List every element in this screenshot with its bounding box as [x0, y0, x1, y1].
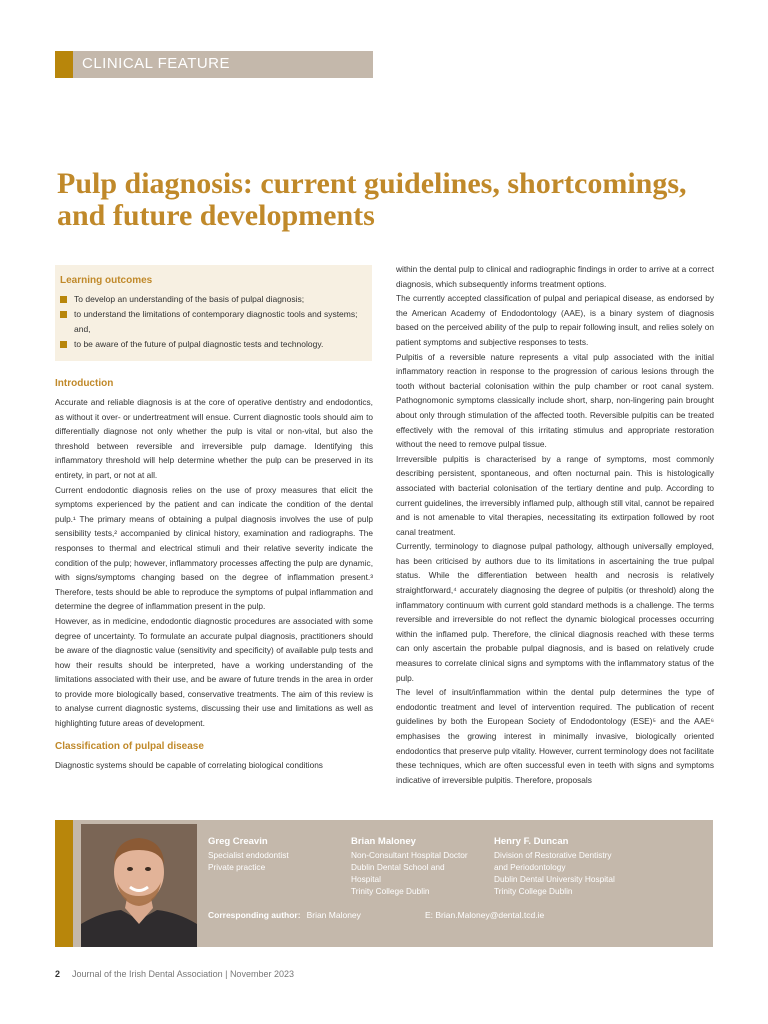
author-affiliation: Division of Restorative Dentistry — [494, 850, 612, 860]
learning-outcomes-list — [60, 292, 372, 352]
section-banner — [55, 51, 373, 78]
paragraph: Irreversible pulpitis is characterised by a range of symptoms, most commonly describing persistent, spontaneous, and often nocturnal pain. This is histologically associated with bacterial colonisation of the tertiary dentine and pulp. According to current guidelines, the irreversibly inflamed pulp, although still vital, cannot be repaired and is not amenable to vital therapies, necessitating its extirpation followed by root canal treatment. — [396, 453, 714, 537]
corresponding-author-email[interactable]: E: Brian.Maloney@dental.tcd.ie — [425, 910, 545, 920]
paragraph: Current endodontic diagnosis relies on the use of proxy measures that elicit the symptoms experienced by the patient and can indicate the condition of the dental pulp.¹ The primary means of obtaining a pulpal diagnosis involves the use of pulp sensibility tests,² accompanied by clinical history, examination and radiographs. The responses to thermal and electrical stimuli and their relative severity indicate the condition of the pulp; however, inflammatory processes affecting the pulp are dynamic, with signs/symptoms changing based on the degree of inflammation present.³ Therefore, tests should be able to reproduce the symptoms of pulpal inflammation and determine the degree of inflammation present in the pulp. — [55, 484, 373, 612]
paragraph: The currently accepted classification of pulpal and periapical disease, as endorsed by the American Academy of Endodontology (AAE), is a binary system of diagnosis based on the perceived ability of the pulp to repair following insult, and relies solely on patient symptoms and subjective responses to tests. — [396, 293, 714, 347]
author-affiliation: Private practice — [208, 862, 266, 872]
learning-outcomes-heading: Learning outcomes — [60, 275, 153, 286]
author-block — [208, 836, 348, 873]
list-item: To develop an understanding of the basis of pulpal diagnosis; — [60, 292, 372, 307]
corresponding-author-name: Brian Maloney — [306, 910, 361, 920]
author-affiliation: Specialist endodontist — [208, 850, 289, 860]
page-footer — [55, 969, 294, 979]
author-name: Henry F. Duncan — [494, 836, 569, 847]
article-title: Pulp diagnosis: current guidelines, shortcomings, and future developments — [57, 167, 687, 232]
author-affiliation: and Periodontology — [494, 862, 566, 872]
author-name: Greg Creavin — [208, 836, 268, 847]
paragraph: Diagnostic systems should be capable of correlating biological conditions — [55, 759, 323, 770]
introduction-heading: Introduction — [55, 378, 114, 389]
classification-heading: Classification of pulpal disease — [55, 740, 204, 752]
author-affiliation: Dublin Dental School and — [351, 862, 445, 872]
author-affiliation: Dublin Dental University Hospital — [494, 874, 615, 884]
author-band-accent-bar — [55, 820, 73, 947]
banner-accent-bar — [55, 51, 73, 78]
paragraph: Currently, terminology to diagnose pulpal pathology, although universally employed, has been criticised by authors due to its limitations in ascertaining the true pulpal status. While the differentiation between health and necrosis is relatively straightforward,⁴ accurately diagnosing the degree of pulpitis (or threshold) along the inflammatory continuum with current gold standard methods is a challenge. The terms reversible and irreversible do not reflect the dynamic biological processes occurring within the inflamed pulp. Therefore, the clinical diagnosis reached with these terms can only ascertain the probable pulpal diagnosis, and is based on relatively crude measures to correlate clinical signs and symptoms with the inflammatory status of the pulp. — [396, 541, 714, 683]
section-label: CLINICAL FEATURE — [82, 55, 231, 72]
paragraph: The level of insult/inflammation within the dental pulp determines the type of endodontic treatment and level of intervention required. The publication of recent guidelines by both the European Society of Endodontology (ESE)⁵ and the AAE⁶ emphasises the growing interest in minimally invasive, biologically oriented endodontics that preserve pulp vitality. However, current terminology does not facilitate these techniques, which are often successful even in teeth with signs and symptoms indicative of irreversible pulpitis. Therefore, proposals — [396, 687, 714, 785]
author-affiliation: Non-Consultant Hospital Doctor — [351, 850, 468, 860]
page-number: 2 — [55, 969, 61, 979]
square-bullet-icon — [60, 311, 67, 318]
author-affiliation: Hospital — [351, 874, 381, 884]
learning-outcomes-box — [55, 265, 372, 361]
text-column-right — [396, 262, 714, 787]
author-photo — [81, 824, 197, 947]
square-bullet-icon — [60, 296, 67, 303]
author-block — [351, 836, 491, 897]
paragraph: within the dental pulp to clinical and radiographic findings in order to arrive at a correct diagnosis, which subsequently informs treatment options. — [396, 264, 714, 289]
list-item: to be aware of the future of pulpal diagnostic tests and technology. — [60, 337, 372, 352]
author-block — [494, 836, 634, 897]
corresponding-author-label: Corresponding author: — [208, 910, 301, 920]
author-band — [55, 820, 713, 947]
paragraph: Pulpitis of a reversible nature represents a vital pulp associated with the initial inflammatory reaction in response to the progression of carious lesions through the tooth without bacterial colonisation within the pulp chamber or root canal system. Pathognomonic symptoms classically include short, sharp, non-lingering pain brought about only through stimulation of the affected tooth. Reversible pulpitis can be treated effectively with the removal of this irritating stimulus and appropriate restoration without the need to remove pulpal tissue. — [396, 351, 714, 450]
corresponding-author — [208, 910, 545, 920]
author-affiliation: Trinity College Dublin — [494, 886, 573, 896]
square-bullet-icon — [60, 341, 67, 348]
paragraph: However, as in medicine, endodontic diagnostic procedures are associated with some degree of uncertainty. To formulate an accurate pulpal diagnosis, practitioners should be aware of the diagnostic value (sensitivity and specificity) of available pulp tests and how their results should be interpreted, have a working understanding of the limitations associated with their use, and be aware of future trends in the area in order to provide more biologically based, conservative treatments. The aim of this review is to analyse current diagnostic systems, discussing their use and limitations as well as highlighting future areas of development. — [55, 615, 373, 729]
text-column-left — [55, 376, 373, 772]
author-affiliation: Trinity College Dublin — [351, 886, 430, 896]
author-name: Brian Maloney — [351, 836, 416, 847]
paragraph: Accurate and reliable diagnosis is at the core of operative dentistry and endodontics, as without it over- or undertreatment will ensue. Current diagnostic tools should aim to differentially diagnose not only whether the pulp is vital or non-vital, but also the threshold between reversible and irreversible pulp damage. Identifying this inflammatory threshold will help determine whether the pulp can be preserved in its entirety, in part, or not at all. — [55, 397, 373, 480]
journal-footer-text: Journal of the Irish Dental Association | November 2023 — [72, 969, 294, 979]
list-item: to understand the limitations of contemporary diagnostic tools and systems; and, — [60, 307, 372, 337]
portrait-image — [81, 824, 197, 947]
